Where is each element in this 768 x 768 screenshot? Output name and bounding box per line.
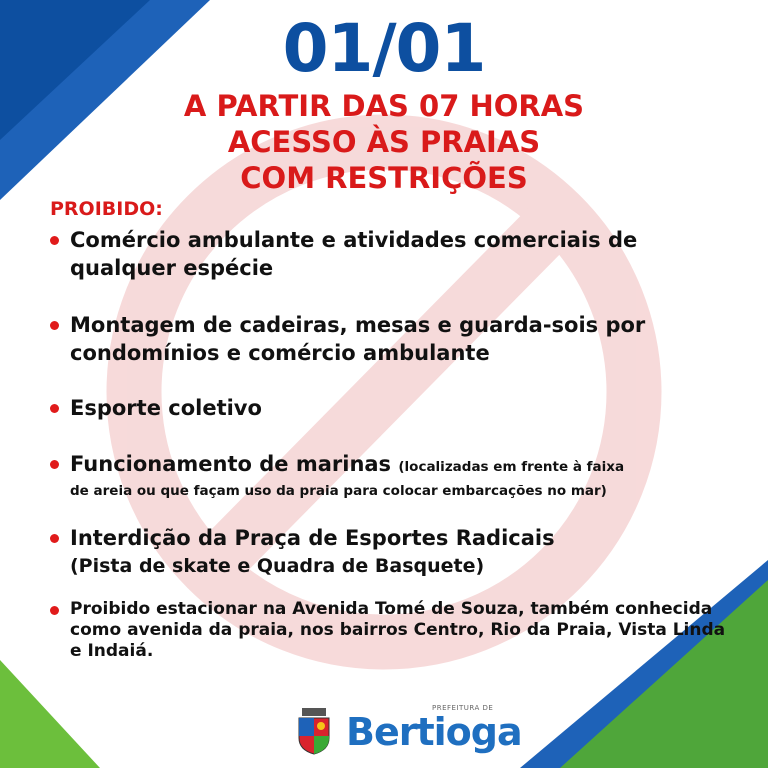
headline-line-3: COM RESTRIÇÕES (240, 161, 528, 195)
list-item-text: Interdição da Praça de Esportes Radicais (70, 526, 555, 550)
list-item-subtext: (Pista de skate e Quadra de Basquete) (70, 555, 485, 577)
list-item-note: (localizadas em frente à faixa (398, 459, 625, 475)
list-item-text: Esporte coletivo (70, 396, 262, 420)
corner-shape-bottom-left (0, 660, 100, 768)
list-item-note-continued: de areia ou que façam uso da praia para colocar embarcações no mar) (70, 483, 607, 499)
list-item-content (50, 450, 740, 501)
list-item-content (50, 524, 740, 580)
list-item-text: Proibido estacionar na Avenida Tomé de Souza, também conhecida como avenida da praia, nos bairros Centro, Rio da Praia, Vista Linda e Indaiá. (70, 599, 726, 661)
bullet-icon (50, 321, 59, 330)
list-item (50, 450, 740, 501)
list-item-text: Montagem de cadeiras, mesas e guarda-sois por condomínios e comércio ambulante (70, 313, 646, 365)
prohibited-label: PROIBIDO: (50, 198, 163, 220)
list-item (50, 599, 740, 662)
bullet-icon (50, 606, 59, 615)
bullet-icon (50, 460, 59, 469)
bullet-icon (50, 404, 59, 413)
list-item (50, 311, 740, 367)
bullet-icon (50, 236, 59, 245)
date-title: 01/01 (282, 10, 486, 87)
list-item (50, 394, 740, 422)
bertioga-logo-text: Bertioga (346, 710, 522, 754)
prefeitura-label: PREFEITURA DE (432, 704, 494, 712)
list-item (50, 524, 740, 580)
bullet-icon (50, 534, 59, 543)
list-item (50, 226, 740, 282)
headline-line-2: ACESSO ÀS PRAIAS (227, 125, 541, 159)
bertioga-logo (346, 710, 522, 754)
list-item-text: Comércio ambulante e atividades comerciais de qualquer espécie (70, 228, 638, 280)
city-crest-icon (296, 708, 332, 756)
headline-line-1: A PARTIR DAS 07 HORAS (183, 89, 585, 123)
list-item-text: Funcionamento de marinas (70, 452, 392, 476)
headline (0, 88, 768, 196)
